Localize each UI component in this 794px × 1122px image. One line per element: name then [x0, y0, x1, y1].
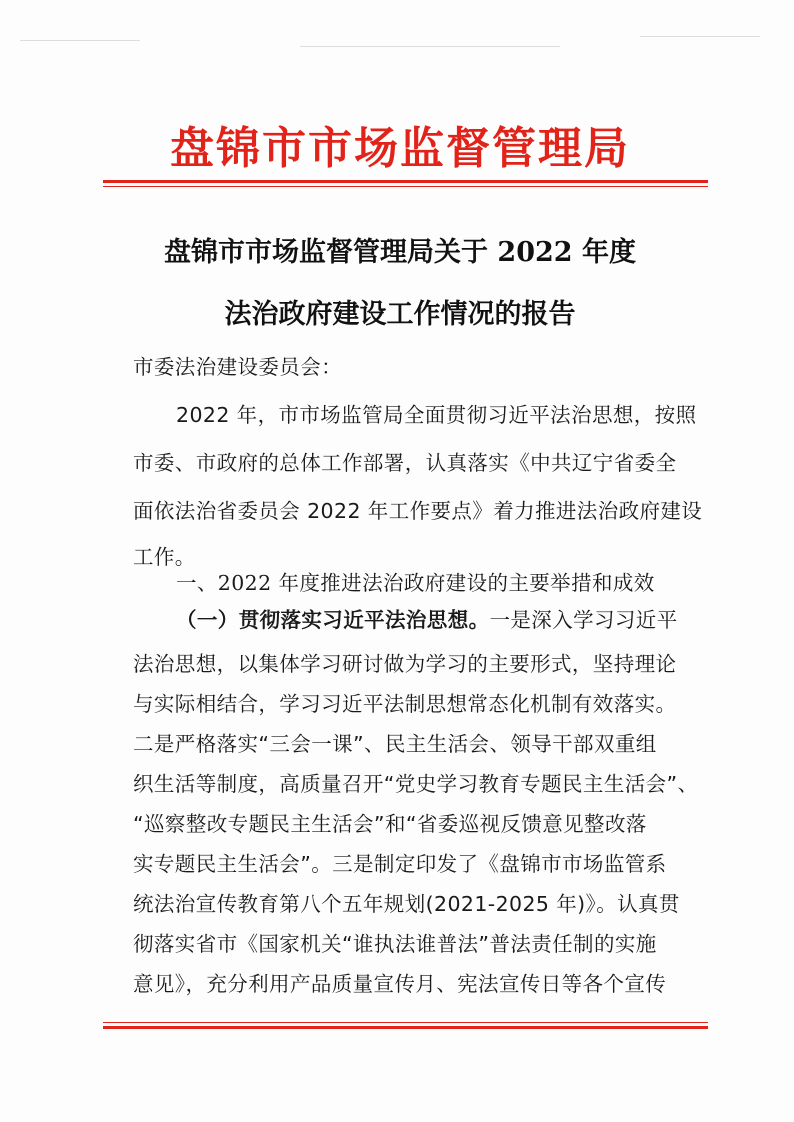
- paragraph-line: 织生活等制度，高质量召开“党史学习教育专题民主生活会”、: [133, 772, 699, 796]
- document-title-line-2: 法治政府建设工作情况的报告: [224, 299, 576, 330]
- paragraph-line: 与实际相结合，学习习近平法制思想常态化机制有效落实。: [133, 692, 677, 716]
- footer-rule-thick: [103, 1026, 708, 1029]
- letterhead-rule-thick: [103, 180, 708, 183]
- paragraph-line: 实专题民主生活会”。三是制定印发了《盘锦市市场监管系: [133, 852, 667, 876]
- paragraph-line: 法治思想，以集体学习研讨做为学习的主要形式，坚持理论: [133, 652, 677, 676]
- paragraph-line: “巡察整改专题民主生活会”和“省委巡视反馈意见整改落: [133, 812, 647, 836]
- scan-artifact: [640, 36, 760, 37]
- subsection-heading: （一）贯彻落实习近平法治思想。: [176, 608, 490, 632]
- footer-rule-thin: [103, 1022, 708, 1023]
- document-title-line-1: 盘锦市市场监督管理局关于 2022 年度: [164, 237, 636, 268]
- paragraph-line: 二是严格落实“三会一课”、民主生活会、领导干部双重组: [133, 732, 657, 756]
- paragraph-line: 统法治宣传教育第八个五年规划(2021-2025 年)》。认真贯: [133, 892, 680, 916]
- intro-line: 工作。: [133, 545, 196, 569]
- paragraph-line: 彻落实省市《国家机关“谁执法谁普法”普法责任制的实施: [133, 932, 657, 956]
- letterhead-org-name: 盘锦市市场监督管理局: [170, 123, 630, 174]
- salutation: 市委法治建设委员会：: [133, 355, 342, 379]
- subsection-first-line-rest: 一是深入学习习近平: [489, 608, 678, 632]
- intro-line: 面依法治省委员会 2022 年工作要点》着力推进法治政府建设: [133, 499, 703, 523]
- scan-artifact: [300, 46, 560, 47]
- paragraph-line: 意见》，充分利用产品质量宣传月、宪法宣传日等各个宣传: [133, 972, 667, 996]
- subsection-first-line: [176, 603, 678, 633]
- scan-artifact: [20, 40, 140, 41]
- intro-line: 2022 年，市市场监管局全面贯彻习近平法治思想，按照: [176, 403, 697, 427]
- section-heading: 一、2022 年度推进法治政府建设的主要举措和成效: [176, 571, 655, 595]
- letterhead-rule-thin: [103, 186, 708, 187]
- intro-line: 市委、市政府的总体工作部署，认真落实《中共辽宁省委全: [133, 451, 677, 475]
